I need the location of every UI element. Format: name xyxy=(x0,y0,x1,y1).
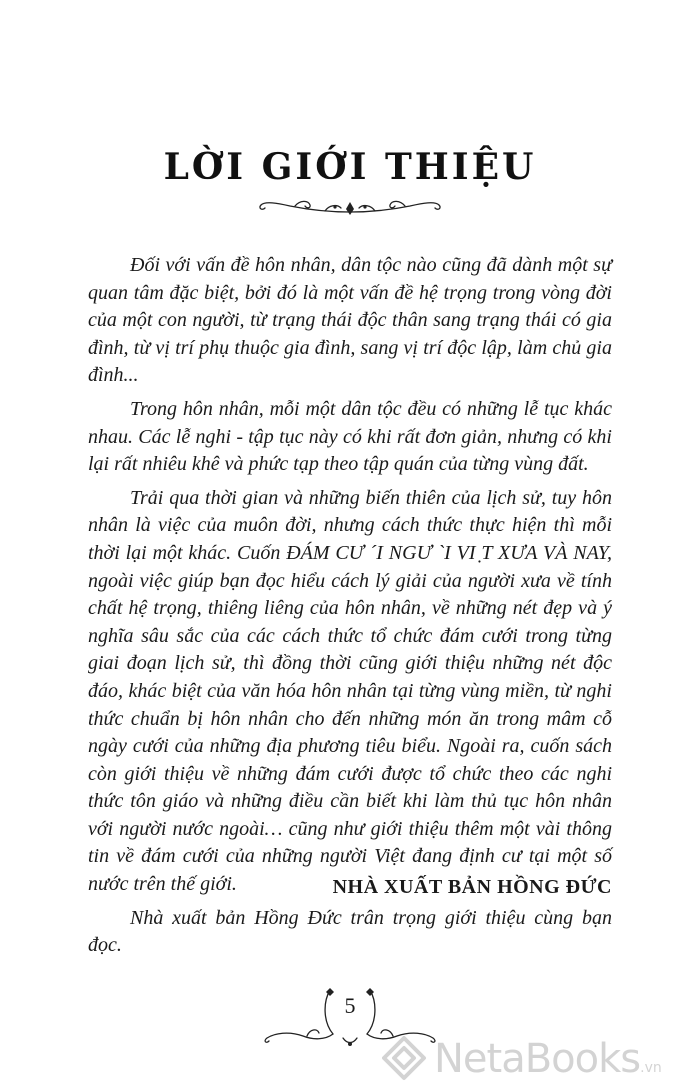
flourish-divider-icon xyxy=(255,192,445,218)
publisher-signature: NHÀ XUẤT BẢN HỒNG ĐỨC xyxy=(332,876,612,898)
watermark xyxy=(376,1032,698,1084)
page-title: LỜI GIỚI THIỆU xyxy=(163,146,537,188)
paragraph-4: Nhà xuất bản Hồng Đức trân trọng giới thiệu cùng bạn đọc. xyxy=(88,906,612,957)
watermark-suffix: .vn xyxy=(640,1060,662,1076)
paragraph-3: Trải qua thời gian và những biến thiên của lịch sử, tuy hôn nhân là việc của muôn đời, nhưng cách thức thực hiện thì mỗi thời lại một khác. Cuốn ĐÁM CƯ ´I NGƯ `I VI ̣T XƯA VÀ NAY, ngoài việc giúp bạn đọc hiểu cách lý giải của người xưa về tính chất hệ trọng, thiêng liêng của hôn nhân, về những nét đẹp và ý nghĩa sâu sắc của các cách thức tổ chức đám cưới trong từng giai đoạn lịch sử, thì đồng thời cũng giới thiệu những nét độc đáo, khác biệt của văn hóa hôn nhân tại từng vùng miền, từ nghi thức chuẩn bị hôn nhân cho đến những món ăn trong mâm cỗ ngày cưới của những địa phương tiêu biểu. Ngoài ra, cuốn sách còn giới thiệu về những đám cưới được tổ chức theo các nghi thức tôn giáo và những điều cần biết khi làm thủ tục hôn nhân với người nước ngoài… cũng như giới thiệu thêm một vài thông tin về đám cưới của những người Việt đang định cư tại một số nước trên thế giới. xyxy=(88,486,612,896)
netabooks-logo-icon xyxy=(376,1032,432,1084)
body-text xyxy=(88,252,612,966)
watermark-brand: NetaBooks xyxy=(434,1036,641,1082)
paragraph-1: Đối với vấn đề hôn nhân, dân tộc nào cũng đã dành một sự quan tâm đặc biệt, bởi đó là một vấn đề hệ trọng trong vòng đời của một con người, từ trạng thái độc thân sang trạng thái có gia đình, từ vị trí phụ thuộc gia đình, sang vị trí độc lập, làm chủ gia đình... xyxy=(88,254,612,387)
page-number: 5 xyxy=(344,993,356,1018)
watermark-text xyxy=(434,1036,662,1082)
paragraph-2: Trong hôn nhân, mỗi một dân tộc đều có những lễ tục khác nhau. Các lễ nghi - tập tục này có khi rất đơn giản, nhưng có khi lại rất nhiêu khê và phức tạp theo tập quán của từng vùng đất. xyxy=(88,397,612,476)
